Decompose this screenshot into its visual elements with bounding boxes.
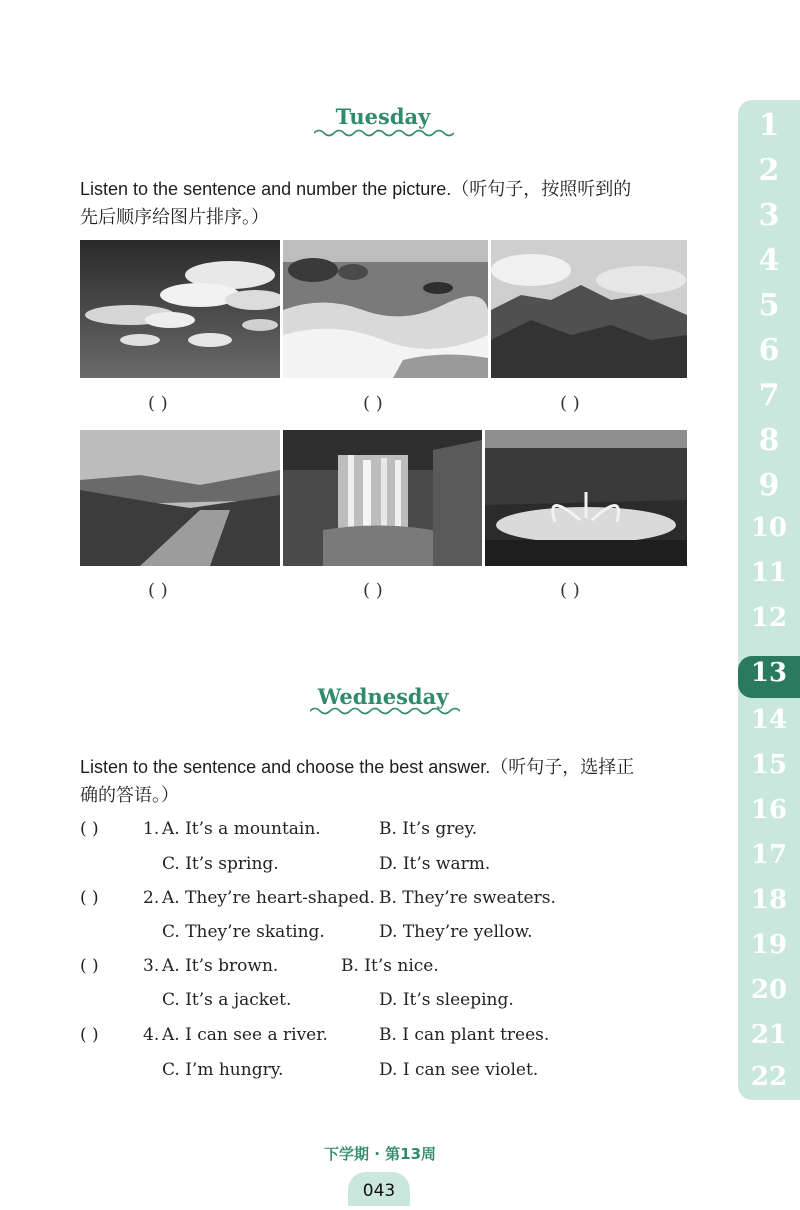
- q2-option-d: D. They’re yellow.: [379, 922, 533, 942]
- week-tab-20[interactable]: 20: [750, 975, 788, 1005]
- week-tab-13[interactable]: 13: [750, 658, 788, 688]
- week-tab-22[interactable]: 22: [750, 1062, 788, 1092]
- q3-option-a: A. It’s brown.: [162, 956, 279, 976]
- week-tab-19[interactable]: 19: [750, 930, 788, 960]
- q4-number: 4.: [143, 1025, 160, 1045]
- week-tab-2[interactable]: 2: [758, 153, 780, 188]
- tuesday-instruction: [80, 175, 720, 231]
- q1-option-c: C. It’s spring.: [162, 854, 279, 874]
- answer-bracket-waterfall[interactable]: ( ): [363, 580, 383, 601]
- week-tab-8[interactable]: 8: [758, 423, 780, 458]
- tuesday-title: Tuesday: [335, 104, 431, 129]
- tuesday-instruction-line2: 先后顺序给图片排序。）: [80, 207, 269, 227]
- week-tab-4[interactable]: 4: [758, 243, 780, 278]
- q3-number: 3.: [143, 956, 160, 976]
- q3-bracket[interactable]: ( ): [80, 956, 99, 976]
- q3-option-d: D. It’s sleeping.: [379, 990, 514, 1010]
- week-tab-16[interactable]: 16: [750, 795, 788, 825]
- q2-option-b: B. They’re sweaters.: [379, 888, 556, 908]
- week-tab-14[interactable]: 14: [750, 705, 788, 735]
- q4-option-c: C. I’m hungry.: [162, 1060, 284, 1080]
- footer-week-label: 下学期 · 第13周: [323, 1145, 437, 1163]
- picture-fountain: [485, 430, 687, 566]
- tuesday-instruction-line1: Listen to the sentence and number the picture.（听句子，按照听到的: [80, 179, 632, 199]
- q2-bracket[interactable]: ( ): [80, 888, 99, 908]
- week-tab-15[interactable]: 15: [750, 750, 788, 780]
- q1-bracket[interactable]: ( ): [80, 819, 99, 839]
- week-tab-17[interactable]: 17: [750, 840, 788, 870]
- week-tab-5[interactable]: 5: [758, 288, 780, 323]
- answer-bracket-mountain[interactable]: ( ): [560, 393, 580, 414]
- week-tab-12[interactable]: 12: [750, 603, 788, 633]
- picture-clouds: [80, 240, 280, 378]
- picture-waterfall: [283, 430, 482, 566]
- answer-bracket-river[interactable]: ( ): [148, 580, 168, 601]
- q1-option-d: D. It’s warm.: [379, 854, 491, 874]
- answer-bracket-fountain[interactable]: ( ): [560, 580, 580, 601]
- answer-bracket-sea[interactable]: ( ): [363, 393, 383, 414]
- week-tab-1[interactable]: 1: [758, 108, 780, 143]
- q3-option-c: C. It’s a jacket.: [162, 990, 292, 1010]
- picture-mountain: [491, 240, 687, 378]
- q4-option-a: A. I can see a river.: [162, 1025, 328, 1045]
- tuesday-underline: [314, 128, 454, 138]
- q2-number: 2.: [143, 888, 160, 908]
- week-tab-3[interactable]: 3: [758, 198, 780, 233]
- wednesday-underline: [310, 706, 460, 716]
- week-tab-6[interactable]: 6: [758, 333, 780, 368]
- q4-bracket[interactable]: ( ): [80, 1025, 99, 1045]
- wednesday-instruction: [80, 753, 720, 809]
- week-tab-9[interactable]: 9: [758, 468, 780, 503]
- picture-river: [80, 430, 280, 566]
- page-number: 043: [348, 1172, 410, 1206]
- week-tab-7[interactable]: 7: [758, 378, 780, 413]
- q3-option-b: B. It’s nice.: [341, 956, 439, 976]
- week-tab-10[interactable]: 10: [750, 513, 788, 543]
- q1-number: 1.: [143, 819, 160, 839]
- q1-option-b: B. It’s grey.: [379, 819, 478, 839]
- week-tab-21[interactable]: 21: [750, 1020, 788, 1050]
- q4-option-d: D. I can see violet.: [379, 1060, 539, 1080]
- q4-option-b: B. I can plant trees.: [379, 1025, 550, 1045]
- picture-sea: [283, 240, 488, 378]
- answer-bracket-clouds[interactable]: ( ): [148, 393, 168, 414]
- q1-option-a: A. It’s a mountain.: [162, 819, 321, 839]
- wednesday-instruction-line1: Listen to the sentence and choose the best answer.（听句子，选择正: [80, 757, 635, 777]
- week-tab-11[interactable]: 11: [750, 558, 788, 588]
- wednesday-title: Wednesday: [317, 684, 449, 709]
- q2-option-a: A. They’re heart-shaped.: [162, 888, 375, 908]
- wednesday-instruction-line2: 确的答语。）: [80, 785, 179, 805]
- q2-option-c: C. They’re skating.: [162, 922, 325, 942]
- week-tab-18[interactable]: 18: [750, 885, 788, 915]
